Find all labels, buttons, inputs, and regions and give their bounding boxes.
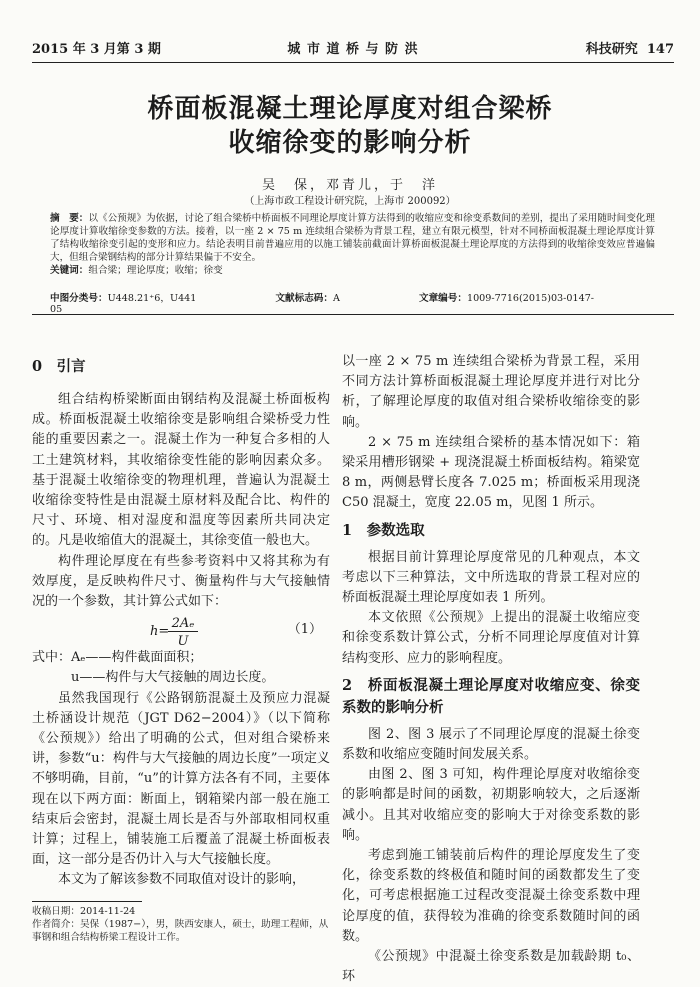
section-1-heading: 1 参数选取 [342,521,425,539]
abstract-rule [32,314,674,315]
intro-paragraph-1: 组合结构桥梁断面由钢结构及混凝土桥面板构成。桥面板混凝土收缩徐变是影响组合梁桥受力性能的重要因素之一。混凝土作为一种复合多相的人工土建筑材料，其收缩徐变性能的影响因素众多。基于混凝土收缩徐变的物理机理，普遍认为混凝土收缩徐变特性是由混凝土原材料及配合比、构件的尺寸、环境、相对湿度和温度等因素所共同决定的。凡是收缩值大的混凝土，其徐变值一般也大。 [32,392,330,549]
section-2-heading: 2 桥面板混凝土理论厚度对收缩应变、徐变系数的影响分析 [342,676,640,716]
right-paragraph-2: 2 × 75 m 连续组合梁桥的基本情况如下：箱梁采用槽形钢梁 + 现浇混凝土桥面板结构。箱梁宽 8 m，两侧悬臂长度各 7.025 m；桥面板采用现浇 C50 混凝土，宽度 22.05 m，见图 1 所示。 [342,434,640,511]
header-rule [32,62,674,63]
issue-date: 2015 年 3 月第 3 期 [32,42,161,57]
left-column [32,352,330,891]
running-header [32,38,674,60]
section-1-paragraph-1: 根据目前计算理论厚度常见的几种观点，本文考虑以下三种算法，文中所选取的背景工程对应的桥面板混凝土理论厚度如表 1 所列。 [342,549,640,606]
abstract [50,212,655,277]
intro-paragraph-2: 构件理论厚度在有些参考资料中又将其称为有效厚度，是反映构件尺寸、衡量构件与大气接触情况的一个参数，其计算公式如下： [32,553,330,610]
section-2-paragraph-3: 考虑到施工铺装前后构件的理论厚度发生了变化，徐变系数的终极值和随时间的函数都发生了变化，可考虑根据施工过程改变混凝土徐变系数中理论厚度的值，获得较为准确的徐变系数随时间的函数。 [342,848,640,944]
page-number: 147 [646,42,674,57]
paper-title [0,92,700,160]
formula-lhs: h= [150,624,170,640]
abstract-text: 以《公预规》为依据，讨论了组合梁桥中桥面板不同理论厚度计算方法得到的收缩应变和徐变系数间的差别，提出了采用随时间变化理论厚度计算收缩徐变参数的方法。接着，以一座 2 × 75 m 连续组合梁桥为背景工程，建立有限元模型，针对不同桥面板混凝土理论厚度计算了结构收缩徐变引起的变形和应力。结论表明目前普遍应用的以施工铺装前截面计算桥面板混凝土理论厚度的方法得到的收缩徐变效应普遍偏大，但组合梁钢结构的部分计算结果偏于不安全。 [50,213,656,263]
intro-paragraph-4: 本文为了解该参数不同取值对设计的影响， [58,872,306,888]
article-no-value: 1009-7716(2015)03-0147-05 [50,293,595,315]
journal-name: 城 市 道 桥 与 防 洪 [287,42,419,57]
title-line-2: 收缩徐变的影响分析 [228,128,472,158]
article-no-label: 文章编号： [419,293,467,304]
where-line-2: u——构件与大气接触的周边长度。 [71,670,275,686]
formula-numerator: 2Aₑ [168,617,198,632]
footnote [32,905,332,944]
section-2-paragraph-4: 《公预规》中混凝土徐变系数是加载龄期 t₀、环 [342,949,640,985]
keywords: 组合梁；理论厚度；收缩；徐变 [88,265,223,276]
section-page [586,38,674,57]
affiliation: （上海市政工程设计研究院，上海市 200092） [244,196,456,207]
title-line-1: 桥面板混凝土理论厚度对组合梁桥 [147,94,553,124]
where-line-1: 式中：Aₑ——构件截面面积； [32,650,203,666]
clc-label: 中图分类号： [50,293,108,304]
section-name: 科技研究 [585,42,638,57]
doc-code-label: 文献标志码： [275,293,333,304]
footnote-rule [32,901,142,902]
section-2-paragraph-2: 由图 2、图 3 可知，构件理论厚度对收缩徐变的影响都是时间的函数，初期影响较大，之后逐渐减小。且其对收缩应变的影响大于对徐变系数的影响。 [342,767,640,843]
classification-line [50,290,655,315]
formula-denominator: U [177,634,189,650]
equation-number: （1） [287,622,322,638]
received-date: 收稿日期：2014-11-24 [32,906,136,917]
authors: 吴 保，邓青儿，于 洋 [261,178,438,193]
section-2-paragraph-1: 图 2、图 3 展示了不同理论厚度的混凝土徐变系数和收缩应变随时间发展关系。 [342,726,640,763]
doc-code-value: A [333,293,340,304]
right-paragraph-1: 以一座 2 × 75 m 连续组合梁桥为背景工程，采用不同方法计算桥面板混凝土理论厚度并进行对比分析，了解理论厚度的取值对组合梁桥收缩徐变的影响。 [342,354,640,430]
equation-1 [32,612,330,648]
intro-paragraph-3: 虽然我国现行《公路钢筋混凝土及预应力混凝土桥涵设计规范（JGT D62−2004）》（以下简称《公预规》）给出了明确的公式，但对组合梁桥来讲，参数“u：构件与大气接触的周边长度”一项定义不够明确，目前，“u”的计算方法各有不同，主要体现在以下两方面：断面上，钢箱梁内部一般在施工结束后会密封，混凝土周长是否与外部取相同权重计算；过程上，铺装施工后覆盖了混凝土桥面板表面，这一部分是否仍计入与大气接触长度。 [32,690,330,868]
section-1-paragraph-2: 本文依照《公预规》上提出的混凝土收缩应变和徐变系数计算公式，分析不同理论厚度值对计算结构变形、应力的影响程度。 [342,610,640,666]
abstract-label: 摘 要： [50,213,89,224]
keywords-label: 关键词： [50,265,89,276]
section-0-heading: 0 引言 [32,358,86,375]
clc-value: U448.21⁺6，U441 [107,293,197,304]
author-bio: 作者简介：吴保（1987−），男，陕西安康人，硕士，助理工程师，从事钢和组合结构桥梁工程设计工作。 [32,919,329,943]
right-column [342,352,640,987]
